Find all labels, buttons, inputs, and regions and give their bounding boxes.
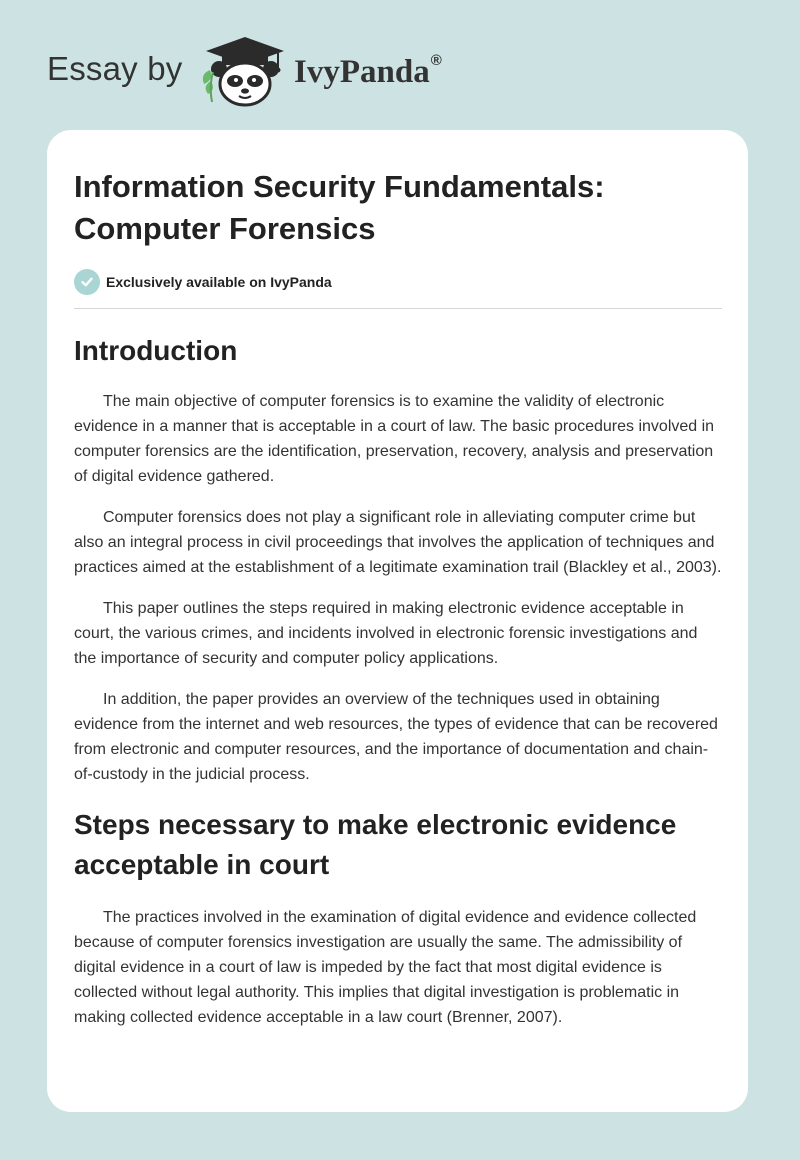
brand-name[interactable]	[294, 52, 442, 91]
title-divider	[74, 308, 722, 309]
section-heading-steps: Steps necessary to make electronic evidence acceptable in court	[74, 809, 677, 880]
essay-by-label: Essay by	[47, 50, 183, 87]
brand-text: IvyPanda	[294, 54, 430, 90]
paragraph: Computer forensics does not play a significant role in alleviating computer crime but also an integral process in civil proceedings that involves the application of techniques and practices aimed at the establishment of a legitimate examination trail (Blackley et al., 2003).	[74, 509, 722, 576]
paragraph: The practices involved in the examination of digital evidence and evidence collected because of computer forensics investigation are usually the same. The admissibility of digital evidence in a court of law is impeded by the fact that most digital evidence is collected without legal authority. This implies that digital investigation is problematic in making collected evidence acceptable in a law court (Brenner, 2007).	[74, 909, 697, 1026]
check-icon	[74, 269, 100, 295]
site-header	[0, 0, 800, 130]
registered-mark: ®	[430, 52, 442, 69]
ivypanda-panda-logo-icon[interactable]	[198, 34, 292, 108]
paragraph: In addition, the paper provides an overview of the techniques used in obtaining evidence from the internet and web resources, the types of evidence that can be recovered from electronic and computer resources, and the importance of documentation and chain-of-custody in the judicial process.	[74, 691, 718, 783]
exclusive-badge	[74, 269, 722, 295]
essay-title: Information Security Fundamentals: Computer Forensics	[74, 169, 605, 246]
paragraph: The main objective of computer forensics is to examine the validity of electronic evidence in a manner that is acceptable in a court of law. The basic procedures involved in computer forensics are the identification, preservation, recovery, analysis and preservation of digital evidence gathered.	[74, 393, 715, 485]
essay-card	[47, 130, 748, 1112]
paragraph: This paper outlines the steps required in making electronic evidence acceptable in court, the various crimes, and incidents involved in electronic forensic investigations and the importance of security and computer policy applications.	[74, 600, 698, 667]
section-heading-introduction: Introduction	[74, 335, 238, 366]
exclusive-badge-label: Exclusively available on IvyPanda	[106, 274, 332, 290]
